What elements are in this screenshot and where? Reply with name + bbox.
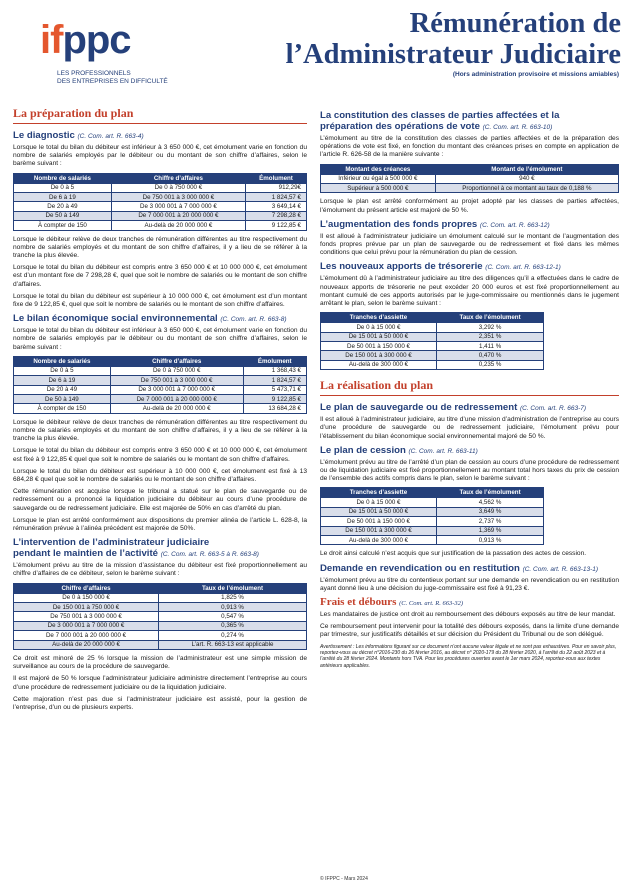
table-cell: De 150 001 à 300 000 € bbox=[321, 351, 437, 360]
table-cell: 3,292 % bbox=[436, 323, 543, 332]
table-cell: Inférieur ou égal à 500 000 € bbox=[321, 174, 436, 183]
table-cell: De 15 001 à 50 000 € bbox=[321, 332, 437, 341]
constitution-title-line2: préparation des opérations de vote bbox=[320, 121, 480, 132]
page-title-line2: l’Administrateur Judiciaire bbox=[285, 39, 621, 70]
frais-ref: (C. Com. art. R. 663-32) bbox=[399, 599, 464, 607]
cession-title: Le plan de cession bbox=[320, 444, 406, 456]
intervention-paragraph: Cette majoration n’est pas due si l’administrateur judiciaire est assisté, pour la gestion de l’entreprise, d’un ou de plusieurs experts. bbox=[13, 695, 307, 711]
table-row bbox=[14, 602, 307, 611]
constitution-ref: (C. Com. art. R. 663-10) bbox=[482, 124, 553, 131]
ifppc-logo bbox=[40, 18, 131, 63]
cession-table bbox=[320, 487, 544, 545]
table-row bbox=[321, 535, 544, 544]
table-cell: 0,913 % bbox=[436, 535, 543, 544]
table-cell: De 750 001 à 3 000 000 € bbox=[111, 193, 245, 202]
table-cell: Proportionnel à ce montant au taux de 0,188 % bbox=[435, 184, 618, 193]
table-cell: De 0 à 150 000 € bbox=[14, 593, 159, 602]
table-cell: De 3 000 001 à 7 000 000 € bbox=[111, 202, 245, 211]
table-row bbox=[14, 211, 307, 220]
table-header: Émolument bbox=[243, 356, 306, 366]
table-header: Taux de l’émolument bbox=[159, 583, 307, 593]
table-cell: Supérieur à 500 000 € bbox=[321, 184, 436, 193]
diagnostic-heading bbox=[13, 130, 307, 142]
table-row bbox=[321, 332, 544, 341]
table-cell: 3 649,14 € bbox=[246, 202, 307, 211]
table-row bbox=[321, 184, 619, 193]
table-row bbox=[14, 631, 307, 640]
diagnostic-ref: (C. Com. art. R. 663-4) bbox=[77, 133, 144, 140]
table-row bbox=[14, 385, 307, 394]
frais-paragraph: Les mandataires de justice ont droit au remboursement des débours exposés au titre de leur mandat. bbox=[320, 610, 616, 618]
intervention-table bbox=[13, 583, 307, 650]
table-header: Montant des créances bbox=[321, 164, 436, 174]
table-row bbox=[321, 498, 544, 507]
revendication-title: Demande en revendication ou en restitution bbox=[320, 562, 520, 574]
bilan-paragraph: Cette rémunération est acquise lorsque le tribunal a statué sur le plan de sauvegarde ou de redressement ou a prononcé la liquidation judiciaire du débiteur au cours d’une procédure de sauvegarde ou de redressement judiciaire. Elle est majorée de 50% en cas d’arrêté du plan. bbox=[13, 488, 307, 512]
table-row bbox=[14, 193, 307, 202]
table-cell: De 6 à 19 bbox=[14, 376, 111, 385]
table-cell: 1,411 % bbox=[436, 342, 543, 351]
table-cell: De 750 001 à 3 000 000 € bbox=[14, 612, 159, 621]
table-cell: De 6 à 19 bbox=[14, 193, 112, 202]
table-row bbox=[321, 174, 619, 183]
intervention-ref: (C. Com. art. R. 663-5 à R. 663-8) bbox=[160, 551, 259, 559]
diagnostic-paragraph: Lorsque le total du bilan du débiteur est compris entre 3 650 000 € et 10 000 000 €, cet émolument est d’un montant fixe de 7 298,28 €, quel que soit le nombre de salariés ou le montant de son chiffre d’affaires. bbox=[13, 264, 307, 288]
intervention-title-line2: pendant le maintien de l’activité bbox=[13, 548, 159, 560]
table-header: Tranches d’assiette bbox=[321, 313, 437, 323]
sauvegarde-paragraph: Il est alloué à l’administrateur judiciaire, au titre d’une mission d’administration de l’entreprise au cours d’une procédure de sauvegarde ou de redressement judiciaire, l’émolument prévu pour l’établissement du bilan économique social environnemental majoré de 50 %. bbox=[320, 416, 619, 440]
logo-suffix: ppc bbox=[62, 18, 131, 62]
table-row bbox=[14, 621, 307, 630]
table-cell: À compter de 150 bbox=[14, 221, 112, 230]
bilan-paragraph: Lorsque le total du bilan du débiteur est compris entre 3 650 000 € et 10 000 000 €, cet émolument est fixé à 9 122,85 € quel que soit le nombre de salariés ou le montant de son chiffre d’affaires. bbox=[13, 447, 307, 463]
table-cell: 9 122,85 € bbox=[246, 221, 307, 230]
table-header: Taux de l’émolument bbox=[436, 488, 543, 498]
diagnostic-paragraph: Lorsque le total du bilan du débiteur est supérieur à 10 000 000 €, cet émolument est d’un montant fixe de 9 122,85 €, quel que soit le nombre de salariés ou le montant de son chiffre d’affaires. bbox=[13, 292, 307, 308]
table-cell: 940 € bbox=[435, 174, 618, 183]
table-row bbox=[14, 593, 307, 602]
table-row bbox=[321, 517, 544, 526]
logo-prefix: if bbox=[40, 18, 63, 62]
diagnostic-intro: Lorsque le total du bilan du débiteur est inférieur à 3 650 000 €, cet émolument varie en fonction du nombre de salariés employés par le débiteur ou du montant de son chiffre d’affaires, selon le barème suivant : bbox=[13, 144, 307, 168]
table-row bbox=[14, 221, 307, 230]
table-cell: Au-delà de 20 000 000 € bbox=[111, 221, 245, 230]
table-cell: De 0 à 15 000 € bbox=[321, 498, 437, 507]
table-cell: Au-delà de 300 000 € bbox=[321, 360, 437, 369]
table-cell: 1 824,57 € bbox=[243, 376, 306, 385]
table-cell: 0,365 % bbox=[159, 621, 307, 630]
diagnostic-table bbox=[13, 173, 307, 231]
bilan-paragraph: Lorsque le débiteur relève de deux tranches de rémunération différentes au titre respectivement du nombre de salariés employés et du montant de son chiffre d’affaires, il y a lieu de se référer à la tranche la plus élevée. bbox=[13, 418, 307, 443]
bilan-title: Le bilan économique social environnemental bbox=[13, 313, 218, 325]
constitution-table bbox=[320, 164, 619, 194]
table-header: Nombre de salariés bbox=[14, 356, 111, 366]
copyright-notice: © IFPPC - Mars 2024 bbox=[320, 876, 368, 882]
bilan-heading bbox=[13, 313, 307, 325]
apports-heading bbox=[320, 261, 619, 273]
table-cell: De 15 001 à 50 000 € bbox=[321, 507, 437, 516]
table-cell: 2,737 % bbox=[436, 517, 543, 526]
table-cell: L’art. R. 663-13 est applicable bbox=[159, 640, 307, 649]
table-cell: De 50 001 à 150 000 € bbox=[321, 342, 437, 351]
table-row bbox=[321, 323, 544, 332]
legal-warning: Avertissement : Les informations figurant sur ce document n’ont aucune valeur légale et ne sont pas exhaustives. Pour en savoir plus, reportez-vous au décret n°2016-230 du 26 février 2016, au décret n° 2020-179 du 28 février 2020, à l’arrêté du 22 août 2023 et à l’arrêté du 28 février 2024. Montants hors TVA. Pour les procédures ouvertes avant le 1er mars 2024, reportez-vous aux textes antérieurs applicables. bbox=[320, 643, 617, 669]
apports-table bbox=[320, 312, 544, 370]
augmentation-heading bbox=[320, 219, 619, 231]
table-row bbox=[14, 612, 307, 621]
apports-ref: (C. Com. art. R. 663-12-1) bbox=[485, 264, 561, 272]
table-cell: 1 368,43 € bbox=[243, 366, 306, 375]
page-subtitle: (Hors administration provisoire et missions amiables) bbox=[452, 71, 619, 78]
constitution-paragraph: Lorsque le plan est arrêté conformément au projet adopté par les classes de parties affectées, l’émolument du présent article est majoré de 50 %. bbox=[320, 198, 619, 214]
revendication-paragraph: L’émolument prévu au titre du contentieux portant sur une demande en revendication ou en restitution ayant donné lieu à une décision du juge-commissaire est fixé à 91,23 €. bbox=[320, 576, 619, 592]
table-cell: De 0 à 15 000 € bbox=[321, 323, 437, 332]
table-cell: 0,470 % bbox=[436, 351, 543, 360]
cession-ref: (C. Com. art. R. 663-11) bbox=[408, 447, 478, 455]
table-cell: De 50 à 149 bbox=[14, 211, 112, 220]
cession-paragraph: Le droit ainsi calculé n’est acquis que sur justification de la passation des actes de cession. bbox=[320, 550, 587, 558]
intervention-title-line1: L’intervention de l’administrateur judiciaire bbox=[13, 537, 210, 549]
table-cell: De 50 001 à 150 000 € bbox=[321, 517, 437, 526]
table-header: Nombre de salariés bbox=[14, 173, 112, 183]
table-header: Tranches d’assiette bbox=[321, 488, 437, 498]
table-cell: 7 298,28 € bbox=[246, 211, 307, 220]
table-cell: 9 122,85 € bbox=[243, 394, 306, 403]
table-cell: De 20 à 49 bbox=[14, 202, 112, 211]
table-row bbox=[321, 507, 544, 516]
table-cell: 5 473,71 € bbox=[243, 385, 306, 394]
cession-intro: L’émolument prévu au titre de l’arrêté d’un plan de cession au cours d’une procédure de redressement ou de liquidation judiciaire est fixé proportionnellement au montant total hors taxes du prix de cession de l’ensemble des actifs compris dans le plan, selon le barème suivant : bbox=[320, 458, 619, 483]
page-title bbox=[286, 8, 621, 70]
table-cell: 912,29€ bbox=[246, 183, 307, 192]
table-cell: Au-delà de 20 000 000 € bbox=[14, 640, 159, 649]
logo-tagline-line2: DES ENTREPRISES EN DIFFICULTÉ bbox=[57, 78, 168, 85]
page-header bbox=[0, 0, 633, 100]
table-row bbox=[14, 183, 307, 192]
table-row bbox=[321, 360, 544, 369]
apports-intro: L’émolument dû à l’administrateur judiciaire au titre des diligences qu’il a effectuées dans le cadre de nouveaux apports de trésorerie ne peut excéder 20 000 euros et est fixé proportionnellement au montant cumulé de ces apports autorisés par le juge-commissaire ou mentionnés dans le jugement arrêtant le plan, selon le barème suivant : bbox=[320, 275, 619, 308]
table-header: Chiffre d’affaires bbox=[14, 583, 159, 593]
cession-heading bbox=[320, 445, 619, 457]
table-header: Émolument bbox=[246, 173, 307, 183]
table-cell: De 50 à 149 bbox=[14, 394, 111, 403]
section-title-realisation: La réalisation du plan bbox=[320, 378, 619, 396]
table-cell: 1,369 % bbox=[436, 526, 543, 535]
table-header: Taux de l’émolument bbox=[436, 313, 543, 323]
table-cell: De 150 001 à 750 000 € bbox=[14, 602, 159, 611]
table-cell: 4,562 % bbox=[436, 498, 543, 507]
bilan-paragraph: Lorsque le plan est arrêté conformément aux dispositions du premier alinéa de l’article L. 628-8, la rémunération prévue à l’alinéa précédent est majorée de 50%. bbox=[13, 516, 307, 532]
table-cell: 1,825 % bbox=[159, 593, 307, 602]
bilan-table bbox=[13, 356, 307, 414]
bilan-ref: (C. Com. art. R. 663-8) bbox=[220, 316, 287, 324]
table-cell: De 7 000 001 à 20 000 000 € bbox=[14, 631, 159, 640]
table-cell: De 7 000 001 à 20 000 000 € bbox=[111, 211, 245, 220]
apports-title: Les nouveaux apports de trésorerie bbox=[320, 261, 483, 273]
logo-tagline bbox=[57, 70, 168, 86]
augmentation-title: L’augmentation des fonds propres bbox=[320, 218, 478, 230]
table-row bbox=[14, 366, 307, 375]
diagnostic-paragraph: Lorsque le débiteur relève de deux tranches de rémunération différentes au titre respectivement du nombre de salariés employés et du montant de son chiffre d’affaires, il y a lieu de se référer à la tranche la plus élevée. bbox=[13, 235, 307, 259]
table-header: Montant de l’émolument bbox=[435, 164, 618, 174]
sauvegarde-title: Le plan de sauvegarde ou de redressement bbox=[320, 402, 518, 414]
table-cell: Au-delà de 20 000 000 € bbox=[110, 404, 243, 413]
table-cell: À compter de 150 bbox=[14, 404, 111, 413]
table-row bbox=[14, 404, 307, 413]
table-cell: De 20 à 49 bbox=[14, 385, 111, 394]
table-cell: De 0 à 750 000 € bbox=[111, 183, 245, 192]
table-cell: De 750 001 à 3 000 000 € bbox=[110, 376, 243, 385]
diagnostic-title: Le diagnostic bbox=[13, 130, 75, 141]
section-title-preparation: La préparation du plan bbox=[13, 106, 307, 124]
table-cell: 0,913 % bbox=[159, 602, 307, 611]
constitution-heading bbox=[320, 110, 619, 133]
table-cell: De 150 001 à 300 000 € bbox=[321, 526, 437, 535]
table-cell: De 3 000 001 à 7 000 000 € bbox=[14, 621, 159, 630]
table-cell: De 3 000 001 à 7 000 000 € bbox=[110, 385, 243, 394]
sauvegarde-ref: (C. Com. art. R. 663-7) bbox=[519, 405, 587, 413]
intervention-heading bbox=[13, 537, 307, 560]
table-cell: 0,235 % bbox=[436, 360, 543, 369]
table-row bbox=[14, 640, 307, 649]
sauvegarde-heading bbox=[320, 402, 619, 414]
table-row bbox=[14, 376, 307, 385]
logo-tagline-line1: LES PROFESSIONNELS bbox=[57, 70, 131, 77]
frais-paragraph: Ce remboursement peut intervenir pour la totalité des débours exposés, dans la limite d’une demande par trimestre, sur justificatifs détaillés et sur décision du Président du Tribunal ou de son délégué. bbox=[320, 623, 619, 639]
table-cell: 0,274 % bbox=[159, 631, 307, 640]
left-column bbox=[13, 106, 307, 716]
frais-heading bbox=[320, 597, 619, 609]
table-header: Chiffre d’affaires bbox=[110, 356, 243, 366]
bilan-intro: Lorsque le total du bilan du débiteur est inférieur à 3 650 000 €, cet émolument varie en fonction du nombre de salariés employés par le débiteur ou du montant de son chiffre d’affaires, selon le barème suivant : bbox=[13, 327, 307, 351]
right-column bbox=[320, 106, 619, 669]
table-row bbox=[14, 202, 307, 211]
page-title-line1: Rémunération de bbox=[409, 8, 621, 39]
intervention-paragraph: Il est majoré de 50 % lorsque l’administrateur judiciaire administre directement l’entreprise au cours d’une procédure de redressement judiciaire ou de la liquidation judiciaire. bbox=[13, 675, 307, 691]
table-row bbox=[321, 342, 544, 351]
table-cell: 2,351 % bbox=[436, 332, 543, 341]
augmentation-paragraph: Il est alloué à l’administrateur judiciaire un émolument calculé sur le montant de l’augmentation des fonds propres prévue par un plan de sauvegarde ou de redressement et fixé dans les mêmes conditions que celui prévu pour la rémunération du plan de cession. bbox=[320, 232, 619, 257]
augmentation-ref: (C. Com. art. R. 663-12) bbox=[479, 221, 550, 229]
table-cell: Au-delà de 300 000 € bbox=[321, 535, 437, 544]
table-row bbox=[14, 394, 307, 403]
table-row bbox=[321, 351, 544, 360]
table-cell: 3,649 % bbox=[436, 507, 543, 516]
table-cell: 1 824,57 € bbox=[246, 193, 307, 202]
intervention-intro: L’émolument prévu au titre de la mission d’assistance du débiteur est fixé proportionnellement au chiffre d’affaires de ce débiteur, selon le barème suivant : bbox=[13, 562, 307, 578]
table-cell: De 0 à 5 bbox=[14, 366, 111, 375]
table-cell: De 7 000 001 à 20 000 000 € bbox=[110, 394, 243, 403]
table-cell: 13 684,28 € bbox=[243, 404, 306, 413]
table-cell: De 0 à 750 000 € bbox=[110, 366, 243, 375]
table-row bbox=[321, 526, 544, 535]
table-cell: De 0 à 5 bbox=[14, 183, 112, 192]
constitution-intro: L’émolument au titre de la constitution des classes de parties affectées et de la préparation des opérations de vote est fixé, en fonction du montant des créances prises en compte en application de l’article R. 626-58 de la manière suivante : bbox=[320, 135, 619, 159]
revendication-heading bbox=[320, 563, 619, 575]
table-cell: 0,547 % bbox=[159, 612, 307, 621]
table-header: Chiffre d’affaires bbox=[111, 173, 245, 183]
intervention-paragraph: Ce droit est minoré de 25 % lorsque la mission de l’administrateur est une simple mission de surveillance au cours de la procédure de sauvegarde. bbox=[13, 654, 307, 671]
frais-title: Frais et débours bbox=[320, 595, 397, 608]
bilan-paragraph: Lorsque le total du bilan du débiteur est supérieur à 10 000 000 €, cet émolument est fixé à 13 684,28 € quel que soit le nombre de salariés ou le montant de son chiffre d’affaires. bbox=[13, 467, 307, 483]
revendication-ref: (C. Com. art. R. 663-13-1) bbox=[522, 565, 599, 573]
constitution-title-line1: La constitution des classes de parties affectées et la bbox=[320, 110, 560, 121]
